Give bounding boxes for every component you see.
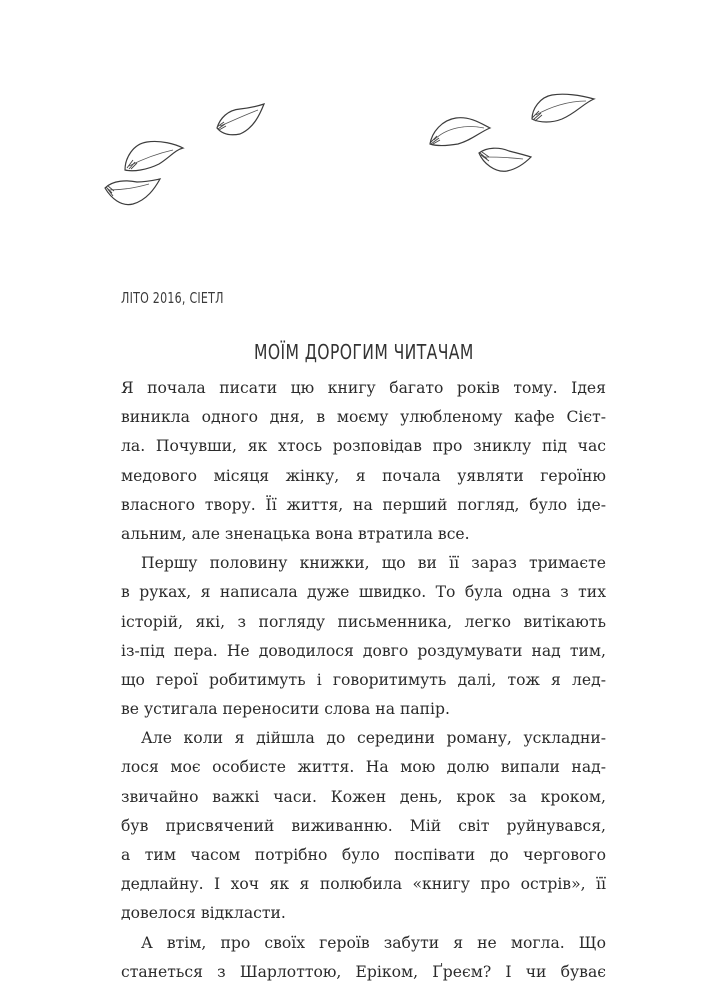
text-line: Я почала писати цю книгу багато років тому. Ідея (121, 379, 606, 397)
paragraph (121, 929, 606, 987)
petal-icon (121, 138, 187, 174)
text-line: лося моє особисте життя. На мою долю випали над- (121, 758, 606, 777)
text-line: станеться з Шарлоттою, Еріком, Ґреєм? І чи буває (121, 962, 606, 981)
petal-icon (477, 147, 533, 177)
text-line: Першу половину книжки, що ви її зараз тримаєте (141, 554, 606, 573)
text-line: що герої робитимуть і говоритимуть далі, тож я лед- (121, 670, 606, 689)
text-line: ла. Почувши, як хтось розповідав про зниклу під час (121, 437, 606, 456)
text-line: виникла одного дня, в моєму улюбленому кафе Сієт- (121, 408, 606, 427)
text-line: був присвячений виживанню. Мій світ руйнувався, (121, 816, 606, 835)
page-title (0, 340, 728, 364)
paragraph (121, 374, 606, 549)
text-line: Але коли я дійшла до середини роману, ускладни- (141, 729, 606, 748)
petal-icon (214, 104, 266, 138)
text-line: в руках, я написала дуже швидко. То була одна з тих (121, 583, 606, 602)
text-line: дедлайну. І хоч як я полюбила «книгу про острів», її (121, 875, 606, 894)
text-line: а тим часом потрібно було поспівати до чергового (121, 846, 606, 864)
petal-icon (103, 174, 163, 210)
page-title-text: МОЇМ ДОРОГИМ ЧИТАЧАМ (254, 340, 474, 364)
petal-icon (428, 114, 492, 148)
text-line: довелося відкласти. (121, 904, 286, 923)
petal-icon (530, 91, 596, 125)
place-date-label: ЛІТО 2016, СІЕТЛ (121, 289, 224, 307)
text-line: звичайно важкі часи. Кожен день, крок за кроком, (121, 787, 606, 806)
text-line: альним, але зненацька вона втратила все. (121, 524, 470, 543)
text-line: А втім, про своїх героїв забути я не могла. Що (141, 933, 606, 952)
text-line: історій, які, з погляду письменника, легко витікають (121, 612, 606, 631)
text-line: ве устигала переносити слова на папір. (121, 700, 450, 719)
falling-petals-illustration (0, 0, 728, 230)
paragraph (121, 724, 606, 928)
paragraph (121, 549, 606, 724)
letter-body (121, 374, 606, 987)
text-line: медового місяця жінку, я почала уявляти героїню (121, 466, 606, 485)
text-line: власного твору. Її життя, на перший погляд, було іде- (121, 495, 606, 514)
text-line: із-під пера. Не доводилося довго роздумувати над тим, (121, 641, 606, 660)
